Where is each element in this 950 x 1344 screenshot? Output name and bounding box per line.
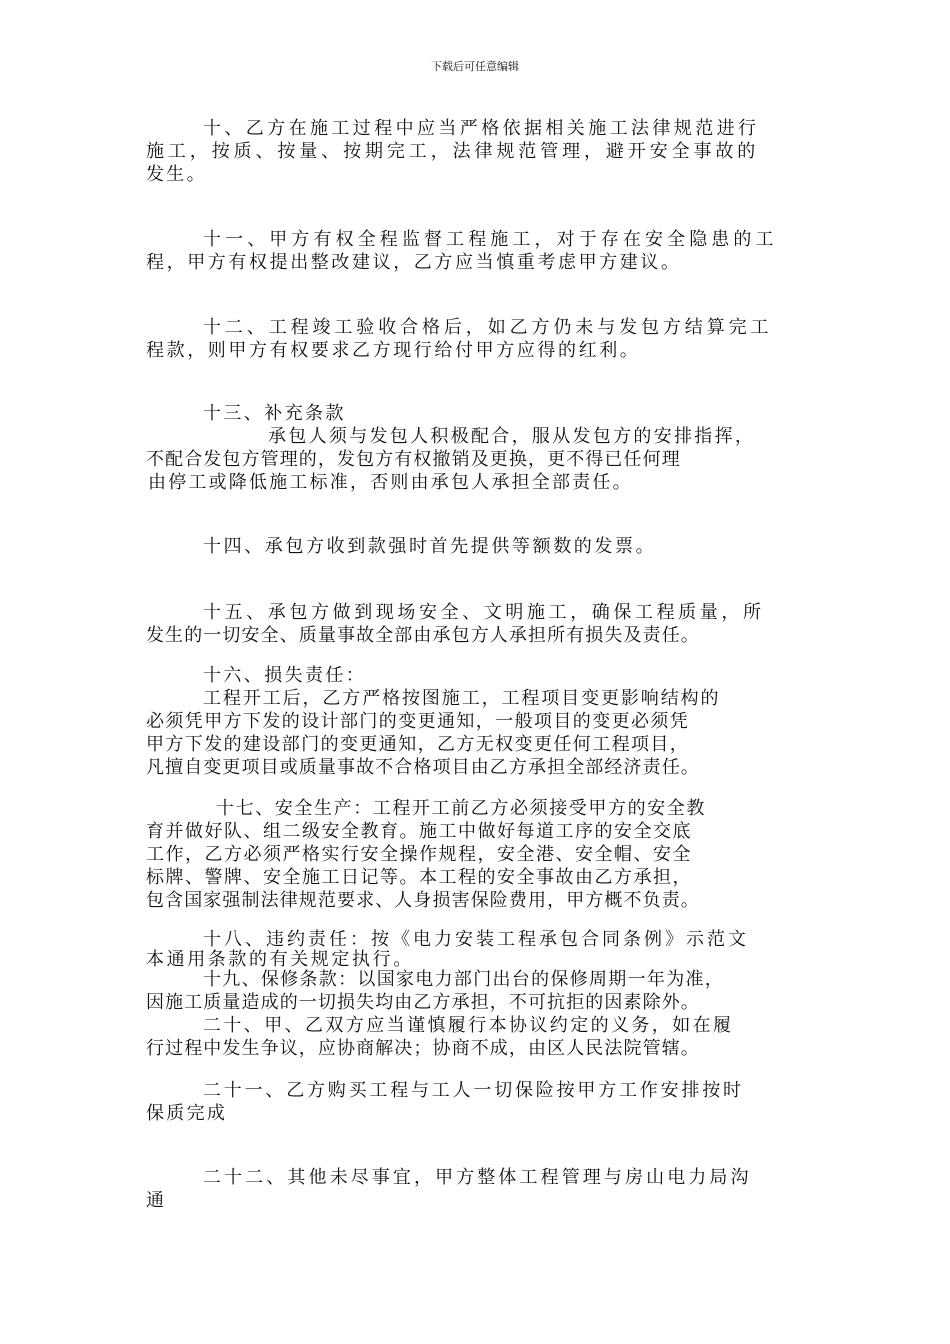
clause-16-line-4: 甲方下发的建设部门的变更通知，乙方无权变更任何工程项目， bbox=[146, 734, 690, 755]
clause-11-line-2: 程，甲方有权提出整改建议，乙方应当慎重考虑甲方建议。 bbox=[146, 252, 682, 273]
clause-15-line-1: 十五、承包方做到现场安全、文明施工，确保工程质量，所 bbox=[203, 602, 765, 623]
clause-20-line-2: 行过程中发生争议，应协商解决；协商不成，由区人民法院管辖。 bbox=[146, 1038, 700, 1059]
clause-22-line-2: 通 bbox=[146, 1190, 167, 1211]
clause-10-line-1: 十、乙方在施工过程中应当严格依据相关施工法律规范进行 bbox=[203, 118, 760, 139]
clause-17-line-2: 育并做好队、组二级安全教育。施工中做好每道工序的安全交底 bbox=[146, 821, 692, 842]
clause-17-line-1: 十七、安全生产：工程开工前乙方必须接受甲方的安全教 bbox=[216, 798, 706, 819]
clause-16-line-2: 工程开工后，乙方严格按图施工，工程项目变更影响结构的 bbox=[203, 688, 721, 709]
page-header: 下载后可任意编辑 bbox=[431, 60, 519, 73]
clause-17-line-3: 工作，乙方必须严格实行安全操作规程，安全港、安全帽、安全 bbox=[146, 844, 692, 865]
clause-12-line-2: 程款，则甲方有权要求乙方现行给付甲方应得的红利。 bbox=[146, 340, 641, 361]
clause-21-line-1: 二十一、乙方购买工程与工人一切保险按甲方工作安排按时 bbox=[203, 1080, 744, 1101]
clause-16-line-3: 必须凭甲方下发的设计部门的变更通知，一般项目的变更必须凭 bbox=[146, 711, 690, 732]
clause-17-line-4: 标牌、警牌、安全施工日记等。本工程的安全事故由乙方承担， bbox=[146, 867, 692, 888]
clause-22-line-1: 二十二、其他未尽事宜，甲方整体工程管理与房山电力局沟 bbox=[203, 1167, 752, 1188]
clause-16-line-1: 十六、损失责任： bbox=[203, 665, 367, 686]
clause-18-line-2: 本通用条款的有关规定执行。 bbox=[146, 949, 414, 970]
clause-14-line-1: 十四、承包方收到款强时首先提供等额数的发票。 bbox=[203, 536, 657, 557]
clause-13-line-1: 十三、补充条款 bbox=[203, 403, 346, 424]
clause-17-line-5: 包含国家强制法律规范要求、人身损害保险费用，甲方概不负责。 bbox=[146, 890, 700, 911]
clause-13-line-2: 承包人须与发包人积极配合，服从发包方的安排指挥， bbox=[268, 426, 756, 447]
clause-12-line-1: 十二、工程竣工验收合格后，如乙方仍未与发包方结算完工 bbox=[203, 317, 773, 338]
clause-18-line-1: 十八、违约责任：按《电力安装工程承包合同条例》示范文 bbox=[203, 929, 749, 950]
clause-11-line-1: 十一、甲方有权全程监督工程施工，对于存在安全隐患的工 bbox=[203, 229, 778, 250]
clause-21-line-2: 保质完成 bbox=[146, 1103, 228, 1124]
clause-19-line-1: 十九、保修条款：以国家电力部门出台的保修周期一年为准， bbox=[203, 969, 725, 990]
clause-10-line-3: 发生。 bbox=[146, 164, 207, 185]
clause-13-line-3: 不配合发包方管理的，发包方有权撤销及更换，更不得已任何理 bbox=[146, 449, 681, 470]
clause-16-line-5: 凡擅自变更项目或质量事故不合格项目由乙方承担全部经济责任。 bbox=[146, 757, 700, 778]
clause-15-line-2: 发生的一切安全、质量事故全部由承包方人承担所有损失及责任。 bbox=[146, 625, 700, 646]
clause-19-line-2: 因施工质量造成的一切损失均由乙方承担，不可抗拒的因素除外。 bbox=[146, 992, 700, 1013]
clause-13-line-4: 由停工或降低施工标准，否则由承包人承担全部责任。 bbox=[148, 472, 633, 493]
clause-20-line-1: 二十、甲、乙双方应当谨慎履行本协议约定的义务，如在履 bbox=[203, 1015, 734, 1036]
clause-10-line-2: 施工，按质、按量、按期完工，法律规范管理，避开安全事故的 bbox=[146, 141, 760, 162]
